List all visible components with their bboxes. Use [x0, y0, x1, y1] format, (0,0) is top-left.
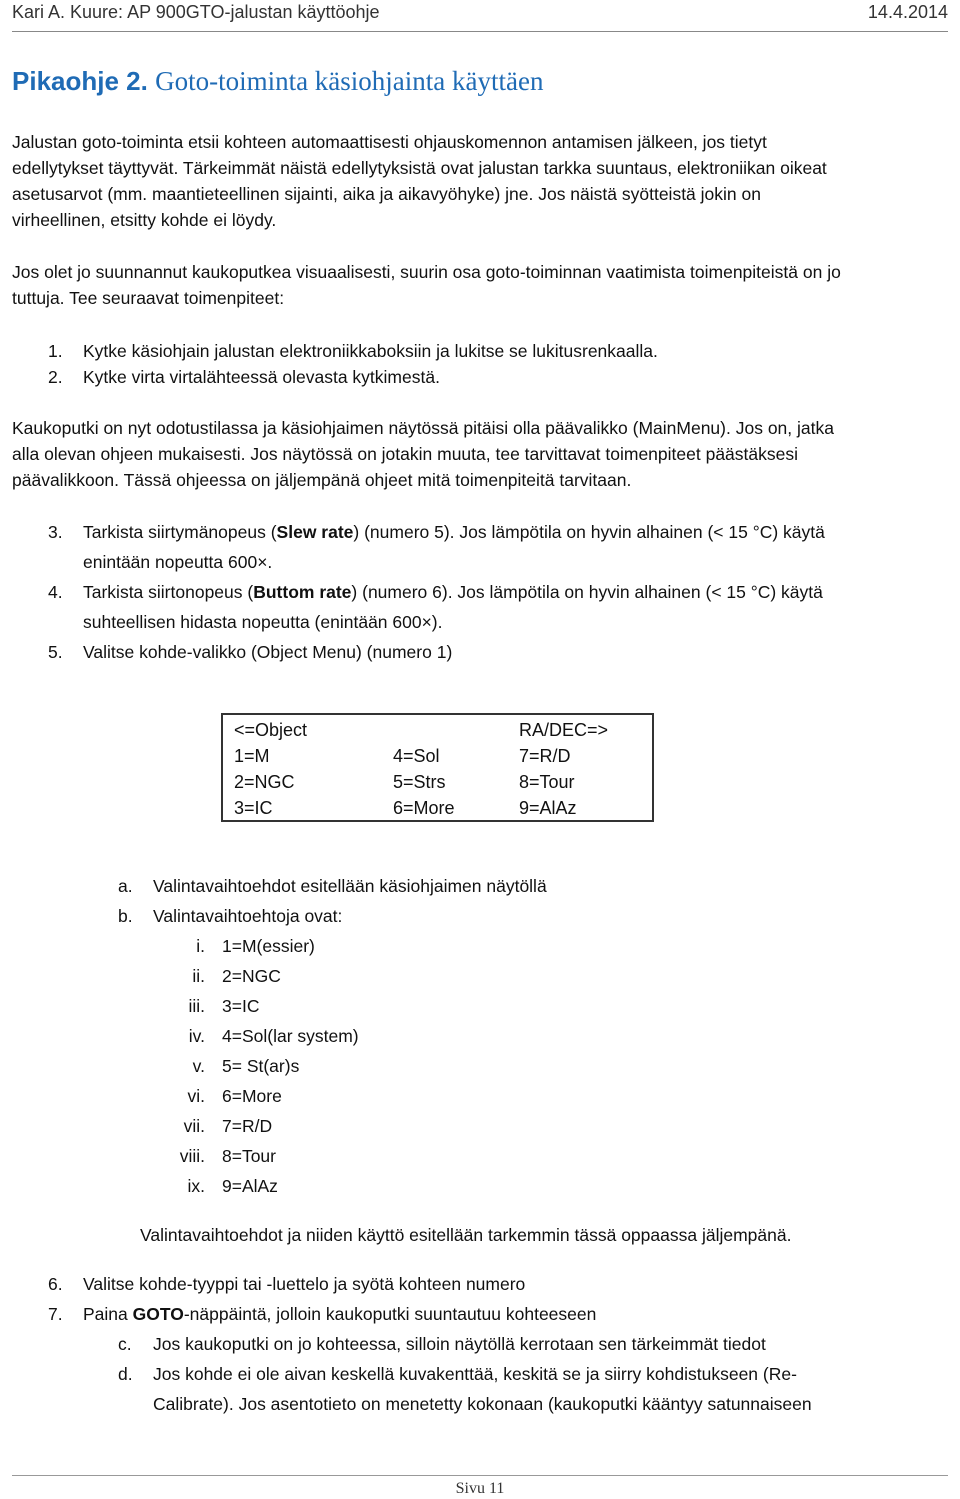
step-text-pre: Tarkista siirtymänopeus ( — [83, 522, 277, 542]
header-divider — [12, 31, 948, 32]
intro-line-1: Jalustan goto-toiminta etsii kohteen automaattisesti ohjauskomennon antamisen jälkeen, jos tietyt — [12, 132, 767, 152]
step-2 — [0, 367, 960, 391]
sub-item-letter: a. — [118, 876, 133, 896]
para2-line-2: tuttuja. Tee seuraavat toimenpiteet: — [12, 288, 285, 308]
step-number: 1. — [48, 341, 63, 361]
option-numeral: i. — [196, 936, 205, 956]
menu-option-4: 4=Sol — [393, 746, 440, 766]
option-item — [0, 936, 960, 960]
option-text: 5= St(ar)s — [222, 1056, 300, 1076]
step-text — [83, 1304, 596, 1325]
header-date: 14.4.2014 — [867, 2, 948, 22]
option-numeral: ii. — [192, 966, 205, 986]
sub-item-text: Valintavaihtoehtoja ovat: — [153, 906, 343, 926]
menu-option-1: 1=M — [234, 746, 270, 766]
sub-item-b — [0, 906, 960, 930]
section-title-text: Goto-toiminta käsiohjainta käyttäen — [155, 66, 544, 96]
step-text-line-2: enintään nopeutta 600×. — [83, 552, 273, 572]
sub-item-text: Jos kohde ei ole aivan keskellä kuvakenttää, keskitä se ja siirry kohdistukseen (Re- — [153, 1364, 797, 1384]
step-7 — [0, 1304, 960, 1328]
option-text: 6=More — [222, 1086, 282, 1106]
step-text: Valitse kohde-valikko (Object Menu) (numero 1) — [83, 642, 453, 662]
option-text: 2=NGC — [222, 966, 281, 986]
option-text: 9=AlAz — [222, 1176, 278, 1196]
header-document-title: Kari A. Kuure: AP 900GTO-jalustan käyttöohje — [12, 2, 380, 22]
option-numeral: v. — [192, 1056, 205, 1076]
step-text-pre: Paina — [83, 1304, 133, 1324]
step-5 — [0, 642, 960, 666]
sub-item-text: Valintavaihtoehdot esitellään käsiohjaimen näytöllä — [153, 876, 547, 896]
option-item — [0, 1116, 960, 1140]
option-text: 3=IC — [222, 996, 260, 1016]
step-number: 3. — [48, 522, 63, 542]
step-text: Kytke käsiohjain jalustan elektroniikkaboksiin ja lukitse se lukitusrenkaalla. — [83, 341, 658, 361]
menu-option-2: 2=NGC — [234, 772, 295, 792]
step-number: 6. — [48, 1274, 63, 1294]
sub-item-letter: d. — [118, 1364, 133, 1384]
menu-option-5: 5=Strs — [393, 772, 446, 792]
step-number: 7. — [48, 1304, 63, 1324]
option-item — [0, 1086, 960, 1110]
step-number: 2. — [48, 367, 63, 387]
option-item — [0, 1176, 960, 1200]
intro-line-4: virheellinen, etsitty kohde ei löydy. — [12, 210, 277, 230]
buttom-rate-term: Buttom rate — [253, 582, 352, 602]
option-numeral: iv. — [188, 1026, 205, 1046]
option-numeral: viii. — [179, 1146, 205, 1166]
option-text: 7=R/D — [222, 1116, 273, 1136]
option-numeral: vi. — [187, 1086, 205, 1106]
step-4 — [0, 582, 960, 642]
menu-forward-radec: RA/DEC=> — [519, 720, 609, 740]
step-text: Valitse kohde-tyyppi tai -luettelo ja syötä kohteen numero — [83, 1274, 526, 1294]
sub-item-d — [0, 1364, 960, 1424]
footer-divider — [12, 1475, 948, 1476]
section-title — [12, 66, 543, 97]
step-text-line-2: suhteellisen hidasta nopeutta (enintään 600×). — [83, 612, 443, 632]
option-item — [0, 966, 960, 990]
sub-item-text: Jos kaukoputki on jo kohteessa, silloin näytöllä kerrotaan sen tärkeimmät tiedot — [153, 1334, 766, 1354]
step-text — [83, 582, 823, 603]
step-number: 5. — [48, 642, 63, 662]
para3-line-1: Kaukoputki on nyt odotustilassa ja käsiohjaimen näytössä pitäisi olla päävalikko (MainMenu). Jos on, jatka — [12, 418, 834, 438]
hand-controller-display — [221, 713, 654, 822]
goto-key-term: GOTO — [132, 1304, 184, 1324]
menu-option-9: 9=AlAz — [519, 798, 577, 818]
step-text — [83, 522, 825, 543]
option-item — [0, 996, 960, 1020]
sub-item-a — [0, 876, 960, 900]
step-number: 4. — [48, 582, 63, 602]
para3-line-2: alla olevan ohjeen mukaisesti. Jos näytössä on jotakin muuta, tee tarvittavat toimenpiteet päästäksesi — [12, 444, 798, 464]
option-item — [0, 1146, 960, 1170]
intro-line-3: asetusarvot (mm. maantieteellinen sijainti, aika ja aikavyöhyke) jne. Jos näistä syötteistä jokin on — [12, 184, 761, 204]
options-note: Valintavaihtoehdot ja niiden käyttö esitellään tarkemmin tässä oppaassa jäljempänä. — [140, 1225, 792, 1245]
sub-item-c — [0, 1334, 960, 1358]
menu-option-8: 8=Tour — [519, 772, 575, 792]
sub-item-letter: b. — [118, 906, 133, 926]
step-text-post: ) (numero 6). Jos lämpötila on hyvin alhainen (< 15 °C) käytä — [351, 582, 823, 602]
page-header — [12, 2, 948, 28]
step-6 — [0, 1274, 960, 1298]
menu-back-object: <=Object — [234, 720, 308, 740]
menu-option-3: 3=IC — [234, 798, 273, 818]
menu-option-7: 7=R/D — [519, 746, 571, 766]
para2-line-1: Jos olet jo suunnannut kaukoputkea visuaalisesti, suurin osa goto-toiminnan vaatimista toimenpiteistä on jo — [12, 262, 841, 282]
step-text-post: -näppäintä, jolloin kaukoputki suuntautuu kohteeseen — [183, 1304, 597, 1324]
step-text: Kytke virta virtalähteessä olevasta kytkimestä. — [83, 367, 440, 387]
sub-item-letter: c. — [118, 1334, 132, 1354]
step-3 — [0, 522, 960, 582]
step-1 — [0, 341, 960, 365]
option-numeral: vii. — [183, 1116, 205, 1136]
intro-line-2: edellytykset täyttyvät. Tärkeimmät näistä edellytyksistä ovat jalustan tarkka suuntaus, elektroniikan oikeat — [12, 158, 827, 178]
option-item — [0, 1026, 960, 1050]
option-text: 4=Sol(lar system) — [222, 1026, 359, 1046]
option-numeral: ix. — [187, 1176, 205, 1196]
section-title-number: Pikaohje 2. — [12, 66, 148, 96]
option-item — [0, 1056, 960, 1080]
sub-item-text-line-2: Calibrate). Jos asentotieto on menetetty kokonaan (kaukoputki kääntyy satunnaiseen — [153, 1394, 812, 1414]
slew-rate-term: Slew rate — [276, 522, 354, 542]
option-text: 1=M(essier) — [222, 936, 315, 956]
menu-option-6: 6=More — [393, 798, 455, 818]
step-text-pre: Tarkista siirtonopeus ( — [83, 582, 254, 602]
para3-line-3: päävalikkoon. Tässä ohjeessa on jäljempänä ohjeet mitä toimenpiteitä tarvitaan. — [12, 470, 632, 490]
page-number: Sivu 11 — [455, 1480, 505, 1497]
step-text-post: ) (numero 5). Jos lämpötila on hyvin alhainen (< 15 °C) käytä — [353, 522, 825, 542]
option-numeral: iii. — [188, 996, 205, 1016]
option-text: 8=Tour — [222, 1146, 276, 1166]
